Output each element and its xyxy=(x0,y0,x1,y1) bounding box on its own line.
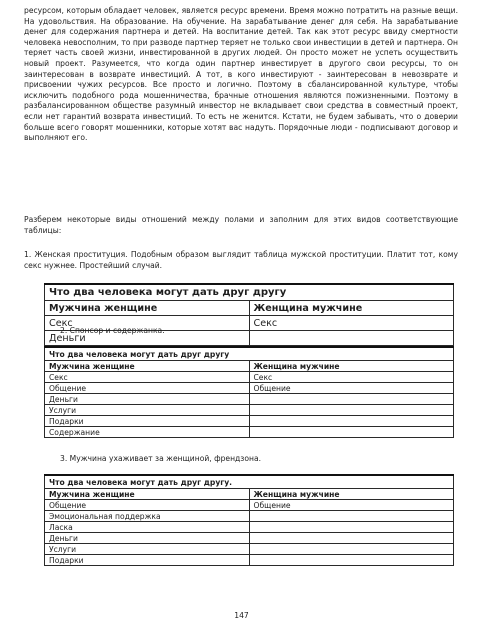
table-header-row xyxy=(45,489,454,500)
table-title-row xyxy=(45,284,454,301)
cell-man-to-woman: Секс xyxy=(45,372,250,383)
cell-man-to-woman: Ласка xyxy=(45,522,250,533)
table-row xyxy=(45,555,454,566)
table-row xyxy=(45,427,454,438)
cell-man-to-woman: Общение xyxy=(45,383,250,394)
table-title-row xyxy=(45,475,454,489)
cell-man-to-woman: Эмоциональная поддержка xyxy=(45,511,250,522)
exchange-table-friendzone xyxy=(44,474,454,566)
cell-woman-to-man: Общение xyxy=(249,500,454,511)
cell-man-to-woman: Деньги xyxy=(45,394,250,405)
table-row xyxy=(45,500,454,511)
table-title: Что два человека могут дать друг другу. xyxy=(45,475,454,489)
cell-woman-to-man xyxy=(249,522,454,533)
exchange-table-prostitution xyxy=(44,283,454,346)
cell-man-to-woman: Подарки xyxy=(45,416,250,427)
table-row xyxy=(45,533,454,544)
table-row xyxy=(45,383,454,394)
table-row xyxy=(45,544,454,555)
cell-man-to-woman: Общение xyxy=(45,500,250,511)
table-header-row xyxy=(45,301,454,316)
cell-man-to-woman: Деньги xyxy=(45,331,250,346)
section-caption-sponsor: 2. Спонсор и содержанка. xyxy=(60,326,165,335)
page-number: 147 xyxy=(234,611,249,620)
column-header-man-to-woman: Мужчина женщине xyxy=(45,301,250,316)
body-paragraph-investment: ресурсом, которым обладает человек, является ресурс времени. Время можно потратить на разные вещи. На удовольствия. На образование. На обучение. На зарабатывание денег для себя. На зарабатывание денег для содержания партнера и детей. На воспитание детей. Так как этот ресурс ввиду смертности человека невосполним, то при разводе партнер теряет не только свои инвестиции в детей и партнера. Он теряет часть своей жизни, инвестированной в других людей. Он просто может не успеть осуществить новый проект. Разумеется, что когда один партнер инвестирует в другого свои ресурсы, то он заинтересован в возврате инвестиций. А тот, в кого инвестируют - заинтересован в невозврате и присвоении чужих ресурсов. Все просто и логично. Поэтому в сбалансированной культуре, чтобы исключить подобного рода мошенничества, брачные отношения являются пожизненными. Поэтому в разбалансированном обществе разумный инвестор не вкладывает свои средства в совместный проект, если нет гарантий возврата инвестиций. То есть не женится. Кстати, не будем забывать, что о доверии больше всего говорят мошенники, которые хотят вас надуть. Порядочные люди - подписывают договор и выполняют его. xyxy=(24,6,458,143)
exchange-table-sponsor xyxy=(44,346,454,438)
cell-woman-to-man xyxy=(249,416,454,427)
table-row xyxy=(45,405,454,416)
table-header-row xyxy=(45,361,454,372)
cell-woman-to-man xyxy=(249,544,454,555)
section-caption-friendzone: 3. Мужчина ухаживает за женщиной, френдзона. xyxy=(60,454,262,463)
column-header-man-to-woman: Мужчина женщине xyxy=(45,361,250,372)
body-paragraph-case-1: 1. Женская проституция. Подобным образом выглядит таблица мужской проституции. Платит тот, кому секс нужнее. Простейший случай. xyxy=(24,250,458,270)
cell-woman-to-man xyxy=(249,405,454,416)
cell-man-to-woman: Содержание xyxy=(45,427,250,438)
cell-woman-to-man xyxy=(249,555,454,566)
table-row xyxy=(45,372,454,383)
cell-woman-to-man xyxy=(249,394,454,405)
body-paragraph-intro: Разберем некоторые виды отношений между полами и заполним для этих видов соответствующие таблицы: xyxy=(24,215,458,235)
cell-woman-to-man: Секс xyxy=(249,372,454,383)
cell-man-to-woman: Подарки xyxy=(45,555,250,566)
cell-woman-to-man xyxy=(249,331,454,346)
table-title: Что два человека могут дать друг другу xyxy=(45,347,454,361)
column-header-woman-to-man: Женщина мужчине xyxy=(249,361,454,372)
cell-woman-to-man xyxy=(249,533,454,544)
table-row xyxy=(45,522,454,533)
cell-woman-to-man xyxy=(249,427,454,438)
table-row xyxy=(45,416,454,427)
cell-man-to-woman: Секс xyxy=(45,316,250,331)
column-header-woman-to-man: Женщина мужчине xyxy=(249,301,454,316)
table-title-row xyxy=(45,347,454,361)
table-row xyxy=(45,394,454,405)
cell-woman-to-man: Общение xyxy=(249,383,454,394)
table-title: Что два человека могут дать друг другу xyxy=(45,284,454,301)
cell-woman-to-man xyxy=(249,511,454,522)
cell-man-to-woman: Услуги xyxy=(45,405,250,416)
cell-man-to-woman: Деньги xyxy=(45,533,250,544)
table-row xyxy=(45,511,454,522)
cell-woman-to-man: Секс xyxy=(249,316,454,331)
cell-man-to-woman: Услуги xyxy=(45,544,250,555)
column-header-man-to-woman: Мужчина женщине xyxy=(45,489,250,500)
column-header-woman-to-man: Женщина мужчине xyxy=(249,489,454,500)
